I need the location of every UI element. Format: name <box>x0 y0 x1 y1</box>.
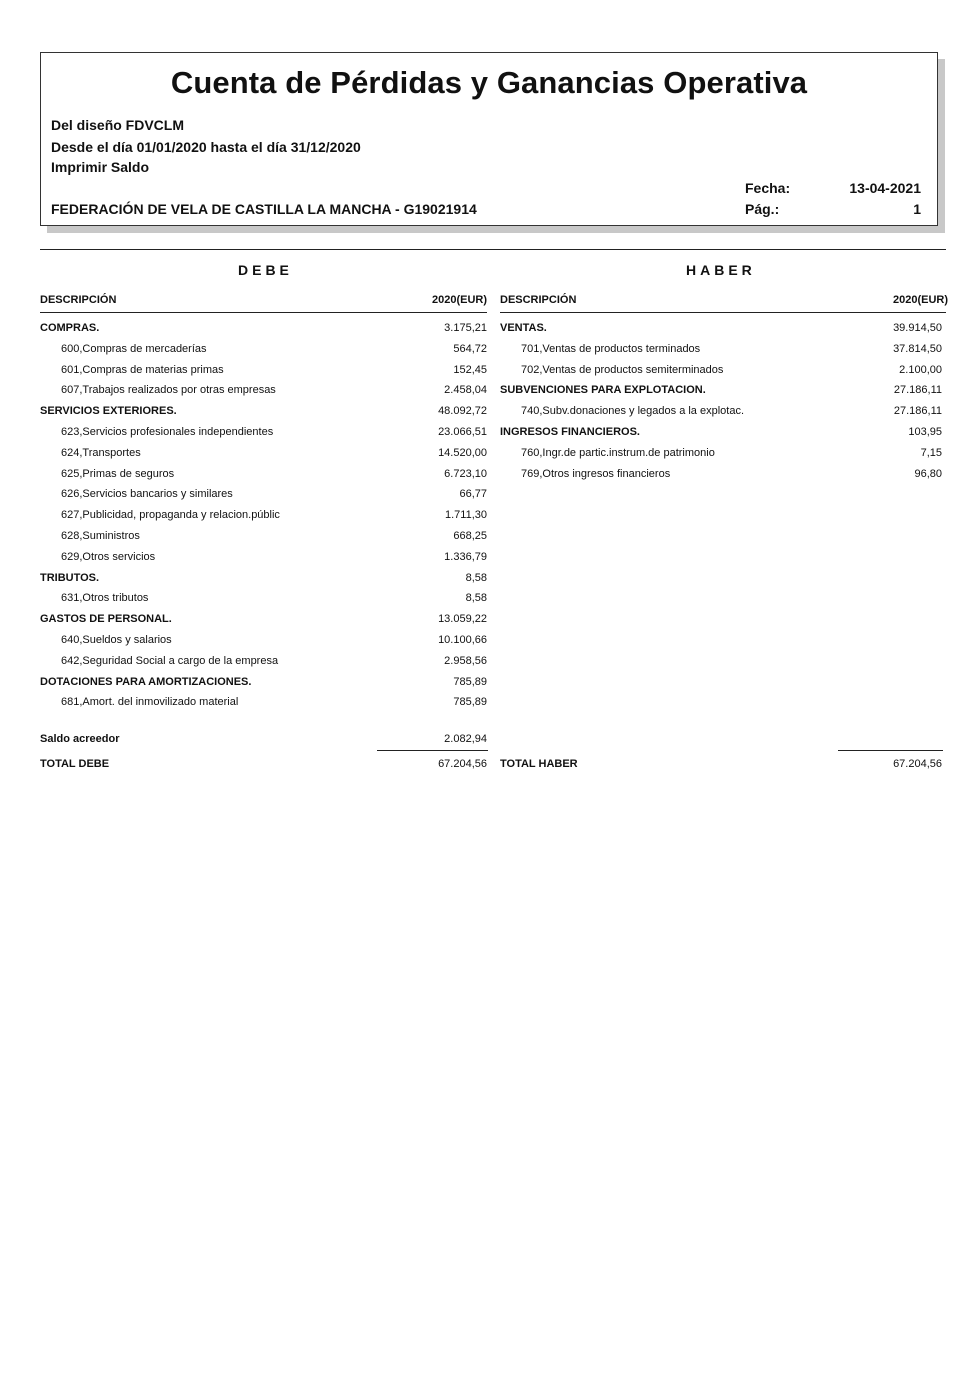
debe-row-description: 681,Amort. del inmovilizado material <box>61 696 239 709</box>
total-haber-value: 67.204,56 <box>893 758 942 770</box>
debe-col-description: DESCRIPCIÓN <box>40 294 117 306</box>
haber-row-value: 27.186,11 <box>893 405 942 418</box>
debe-row-description: 631,Otros tributos <box>61 592 149 605</box>
haber-row-description: 701,Ventas de productos terminados <box>521 342 701 355</box>
debe-row-description: 626,Servicios bancarios y similares <box>61 488 233 501</box>
haber-row-description: 702,Ventas de productos semiterminados <box>521 363 724 376</box>
debe-row-value: 1.336,79 <box>444 550 487 563</box>
debe-table-row <box>40 592 487 608</box>
debe-table-row <box>40 405 487 421</box>
debe-row-value: 2.958,56 <box>444 654 487 667</box>
haber-row-value: 103,95 <box>908 426 942 438</box>
design-line: Del diseño FDVCLM <box>51 117 185 133</box>
debe-row-description: 642,Seguridad Social a cargo de la empresa <box>61 654 279 667</box>
haber-row-description: 740,Subv.donaciones y legados a la explotac. <box>521 405 745 418</box>
debe-row-description: 600,Compras de mercaderías <box>61 342 207 355</box>
haber-col-year: 2020(EUR) <box>892 294 948 306</box>
debe-row-description: DOTACIONES PARA AMORTIZACIONES. <box>40 675 252 688</box>
debe-table-row <box>40 530 487 546</box>
section-divider <box>40 249 946 250</box>
debe-table-row <box>40 572 487 588</box>
debe-col-year: 2020(EUR) <box>431 294 487 306</box>
debe-table-row <box>40 322 487 338</box>
saldo-acreedor-row <box>40 733 487 749</box>
debe-row-description: 607,Trabajos realizados por otras empresas <box>61 384 276 397</box>
debe-row-value: 48.092,72 <box>438 405 487 418</box>
debe-row-value: 785,89 <box>453 696 487 709</box>
debe-table-row <box>40 364 487 380</box>
period-line: Desde el día 01/01/2020 hasta el día 31/12/2020 <box>51 139 361 155</box>
haber-row-description: 769,Otros ingresos financieros <box>521 467 671 480</box>
print-mode-line: Imprimir Saldo <box>51 159 150 175</box>
total-debe-row <box>40 758 487 774</box>
debe-table-row <box>40 447 487 463</box>
haber-col-description: DESCRIPCIÓN <box>500 294 577 306</box>
debe-row-value: 10.100,66 <box>438 634 487 646</box>
debe-row-description: 640,Sueldos y salarios <box>61 634 172 646</box>
debe-row-description: GASTOS DE PERSONAL. <box>40 613 172 626</box>
haber-table-row <box>500 468 942 484</box>
debe-row-description: 624,Transportes <box>61 446 141 459</box>
haber-table-row <box>500 322 942 338</box>
debe-row-description: TRIBUTOS. <box>40 571 100 584</box>
haber-table-row <box>500 384 942 400</box>
haber-row-description: INGRESOS FINANCIEROS. <box>500 426 640 438</box>
report-title: Cuenta de Pérdidas y Ganancias Operativa <box>170 65 808 100</box>
debe-table-row <box>40 634 487 650</box>
debe-row-description: 629,Otros servicios <box>61 550 156 563</box>
debe-row-description: 601,Compras de materias primas <box>61 363 224 376</box>
debe-row-value: 8,58 <box>465 571 487 584</box>
debe-row-value: 3.175,21 <box>444 322 487 334</box>
haber-row-value: 7,15 <box>920 446 942 459</box>
debe-table-row <box>40 509 487 525</box>
debe-row-description: SERVICIOS EXTERIORES. <box>40 405 177 418</box>
debe-row-value: 14.520,00 <box>438 446 487 459</box>
haber-row-value: 39.914,50 <box>893 322 942 334</box>
debe-row-value: 668,25 <box>453 530 487 542</box>
debe-table-row <box>40 696 487 712</box>
haber-table-row <box>500 364 942 380</box>
debe-table-row <box>40 468 487 484</box>
haber-table-row <box>500 343 942 359</box>
debe-row-value: 785,89 <box>453 675 487 688</box>
total-debe-label: TOTAL DEBE <box>40 758 110 770</box>
haber-row-description: VENTAS. <box>500 322 547 334</box>
haber-heading: HABER <box>686 262 756 278</box>
haber-header-rule <box>500 312 946 313</box>
haber-total-rule <box>838 750 943 751</box>
haber-row-value: 2.100,00 <box>899 363 942 376</box>
debe-table-row <box>40 613 487 629</box>
report-header <box>40 52 938 226</box>
debe-row-description: COMPRAS. <box>40 322 100 334</box>
debe-table-row <box>40 426 487 442</box>
debe-row-value: 13.059,22 <box>438 613 487 626</box>
total-haber-row <box>500 758 942 774</box>
debe-table-row <box>40 551 487 567</box>
total-haber-label: TOTAL HABER <box>500 758 578 770</box>
haber-row-description: SUBVENCIONES PARA EXPLOTACION. <box>500 384 706 397</box>
debe-row-description: 625,Primas de seguros <box>61 467 175 480</box>
haber-table-row <box>500 447 942 463</box>
debe-row-value: 1.711,30 <box>444 509 487 522</box>
debe-table-row <box>40 488 487 504</box>
saldo-value: 2.082,94 <box>444 733 487 745</box>
debe-row-value: 152,45 <box>453 363 487 376</box>
haber-row-value: 37.814,50 <box>893 342 942 355</box>
debe-table-row <box>40 676 487 692</box>
haber-row-description: 760,Ingr.de partic.instrum.de patrimonio <box>521 446 715 459</box>
debe-table-row <box>40 343 487 359</box>
debe-row-value: 6.723,10 <box>444 467 487 480</box>
debe-total-rule <box>377 750 488 751</box>
organization-name: FEDERACIÓN DE VELA DE CASTILLA LA MANCHA - G19021914 <box>51 201 477 217</box>
total-debe-value: 67.204,56 <box>438 758 487 770</box>
fecha-label: Fecha: <box>745 180 791 196</box>
debe-row-value: 66,77 <box>459 488 487 501</box>
debe-heading: DEBE <box>238 262 293 278</box>
pag-value: 1 <box>913 201 921 217</box>
debe-row-description: 627,Publicidad, propaganda y relacion.públic <box>61 509 280 522</box>
haber-table-row <box>500 426 942 442</box>
debe-row-description: 623,Servicios profesionales independientes <box>61 426 274 438</box>
debe-row-description: 628,Suministros <box>61 530 140 542</box>
haber-table-row <box>500 405 942 421</box>
debe-row-value: 8,58 <box>465 592 487 605</box>
debe-row-value: 564,72 <box>453 342 487 355</box>
saldo-label: Saldo acreedor <box>40 733 120 745</box>
debe-row-value: 2.458,04 <box>444 384 487 397</box>
debe-header-rule <box>40 312 487 313</box>
haber-row-value: 27.186,11 <box>893 384 942 397</box>
debe-table-row <box>40 384 487 400</box>
debe-row-value: 23.066,51 <box>438 426 487 438</box>
debe-table-row <box>40 655 487 671</box>
haber-row-value: 96,80 <box>914 467 942 480</box>
fecha-value: 13-04-2021 <box>849 180 921 196</box>
pag-label: Pág.: <box>745 201 780 217</box>
